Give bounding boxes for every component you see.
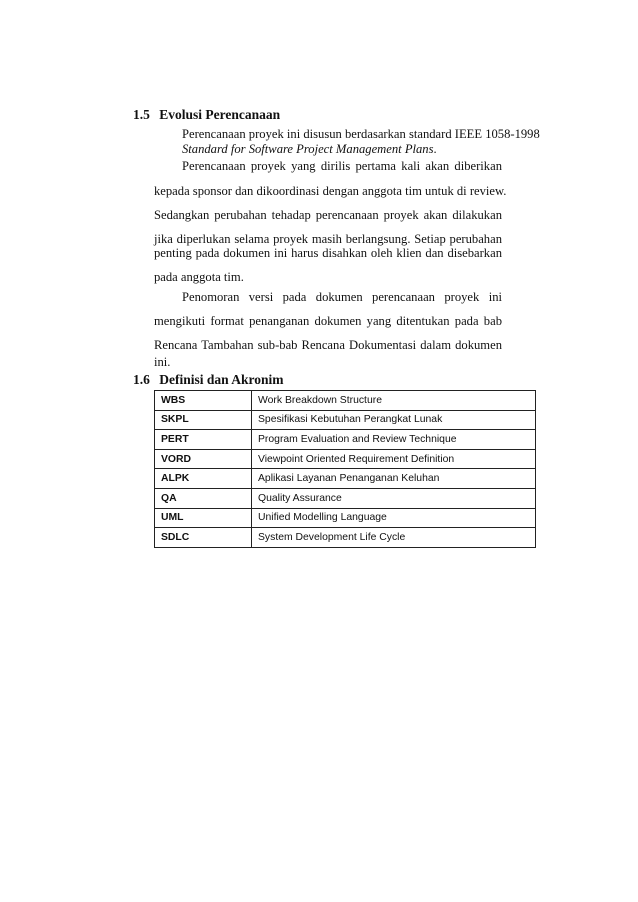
acronym-table bbox=[154, 390, 536, 548]
acronym-cell: QA bbox=[155, 488, 252, 508]
table-row bbox=[155, 430, 536, 450]
definition-cell: Quality Assurance bbox=[252, 488, 536, 508]
para1-line-5: penting pada dokumen ini harus disahkan oleh klien dan disebarkan bbox=[154, 246, 502, 260]
section-number: 1.5 bbox=[133, 107, 150, 122]
intro-line: Perencanaan proyek ini disusun berdasarkan standard IEEE 1058-1998 bbox=[182, 127, 540, 141]
standard-reference bbox=[182, 142, 437, 157]
acronym-cell: ALPK bbox=[155, 469, 252, 489]
para2-line-4: ini. bbox=[154, 355, 171, 369]
definition-cell: Program Evaluation and Review Technique bbox=[252, 430, 536, 450]
acronym-cell: SKPL bbox=[155, 410, 252, 430]
para2-line-1: Penomoran versi pada dokumen perencanaan proyek ini bbox=[182, 290, 502, 304]
acronym-cell: SDLC bbox=[155, 528, 252, 548]
section-1-5-heading bbox=[133, 107, 280, 123]
para1-line-3: Sedangkan perubahan tehadap perencanaan proyek akan dilakukan bbox=[154, 208, 502, 222]
definition-cell: System Development Life Cycle bbox=[252, 528, 536, 548]
acronym-cell: UML bbox=[155, 508, 252, 528]
para2-line-2: mengikuti format penanganan dokumen yang ditentukan pada bab bbox=[154, 314, 502, 328]
para1-line-6: pada anggota tim. bbox=[154, 270, 244, 284]
definition-cell: Aplikasi Layanan Penanganan Keluhan bbox=[252, 469, 536, 489]
section-number: 1.6 bbox=[133, 372, 150, 387]
table-row bbox=[155, 469, 536, 489]
definition-cell: Spesifikasi Kebutuhan Perangkat Lunak bbox=[252, 410, 536, 430]
para1-line-4: jika diperlukan selama proyek masih berlangsung. Setiap perubahan bbox=[154, 232, 502, 246]
definition-cell: Work Breakdown Structure bbox=[252, 391, 536, 411]
table-row bbox=[155, 391, 536, 411]
acronym-cell: PERT bbox=[155, 430, 252, 450]
section-title: Definisi dan Akronim bbox=[159, 372, 284, 387]
para2-line-3: Rencana Tambahan sub-bab Rencana Dokumentasi dalam dokumen bbox=[154, 338, 502, 352]
table-row bbox=[155, 449, 536, 469]
table-row bbox=[155, 508, 536, 528]
standard-title: Standard for Software Project Management Plans bbox=[182, 142, 434, 156]
section-1-6-heading bbox=[133, 372, 284, 388]
section-title: Evolusi Perencanaan bbox=[159, 107, 281, 122]
para1-line-2: kepada sponsor dan dikoordinasi dengan anggota tim untuk di review. bbox=[154, 184, 507, 198]
table-row bbox=[155, 410, 536, 430]
standard-period: . bbox=[433, 142, 437, 156]
para1-line-1: Perencanaan proyek yang dirilis pertama kali akan diberikan bbox=[182, 159, 502, 173]
table-row bbox=[155, 528, 536, 548]
definition-cell: Viewpoint Oriented Requirement Definition bbox=[252, 449, 536, 469]
table-row bbox=[155, 488, 536, 508]
acronym-cell: WBS bbox=[155, 391, 252, 411]
definition-cell: Unified Modelling Language bbox=[252, 508, 536, 528]
acronym-cell: VORD bbox=[155, 449, 252, 469]
